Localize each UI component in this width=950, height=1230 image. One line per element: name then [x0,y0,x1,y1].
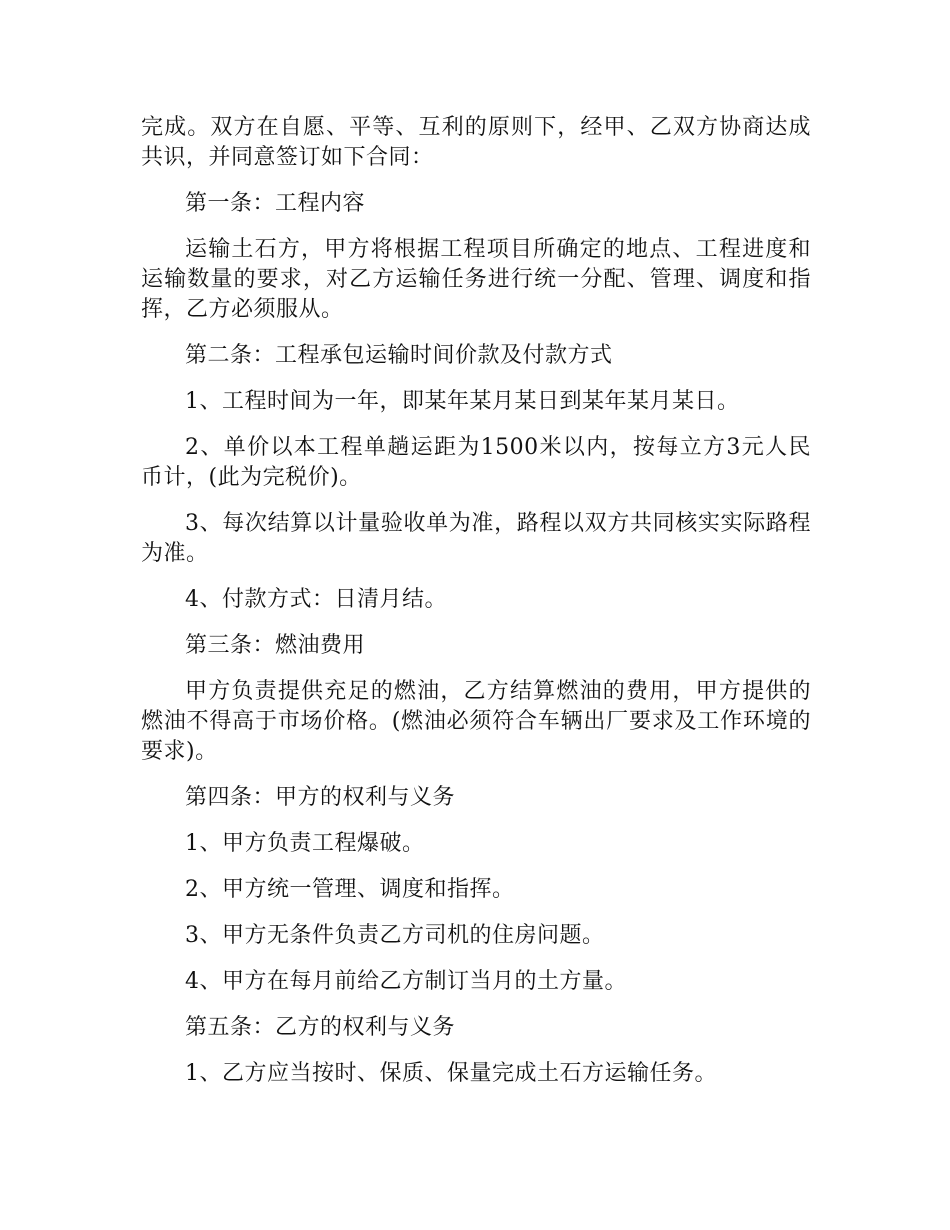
article-2-item-3: 3、每次结算以计量验收单为准，路程以双方共同核实实际路程为准。 [141,511,811,566]
article-2-item-2: 2、单价以本工程单趟运距为1500米以内，按每立方3元人民币计，(此为完税价)。 [141,435,811,490]
article-4-item-4: 4、甲方在每月前给乙方制订当月的土方量。 [185,969,627,994]
article-5-item-1: 1、乙方应当按时、保质、保量完成土石方运输任务。 [185,1061,717,1086]
document-body [141,113,811,1105]
article-1-body: 运输土石方，甲方将根据工程项目所确定的地点、工程进度和运输数量的要求，对乙方运输任务进行统一分配、管理、调度和指挥，乙方必须服从。 [141,237,811,322]
article-4-item-3: 3、甲方无条件负责乙方司机的住房问题。 [185,923,605,948]
article-3-body: 甲方负责提供充足的燃油，乙方结算燃油的费用，甲方提供的燃油不得高于市场价格。(燃油必须符合车辆出厂要求及工作环境的要求)。 [141,679,811,764]
article-4-heading: 第四条：甲方的权利与义务 [185,785,456,810]
article-4-item-1: 1、甲方负责工程爆破。 [185,831,425,856]
article-2-heading: 第二条：工程承包运输时间价款及付款方式 [185,343,613,368]
article-3-heading: 第三条：燃油费用 [185,633,366,658]
article-2-item-4: 4、付款方式：日清月结。 [185,587,447,612]
article-1-heading: 第一条：工程内容 [185,191,366,216]
article-2-item-1: 1、工程时间为一年，即某年某月某日到某年某月某日。 [185,389,740,414]
article-5-heading: 第五条：乙方的权利与义务 [185,1015,456,1040]
paragraph-continuation: 完成。双方在自愿、平等、互利的原则下，经甲、乙双方协商达成共识，并同意签订如下合同： [141,115,811,170]
article-4-item-2: 2、甲方统一管理、调度和指挥。 [185,877,515,902]
